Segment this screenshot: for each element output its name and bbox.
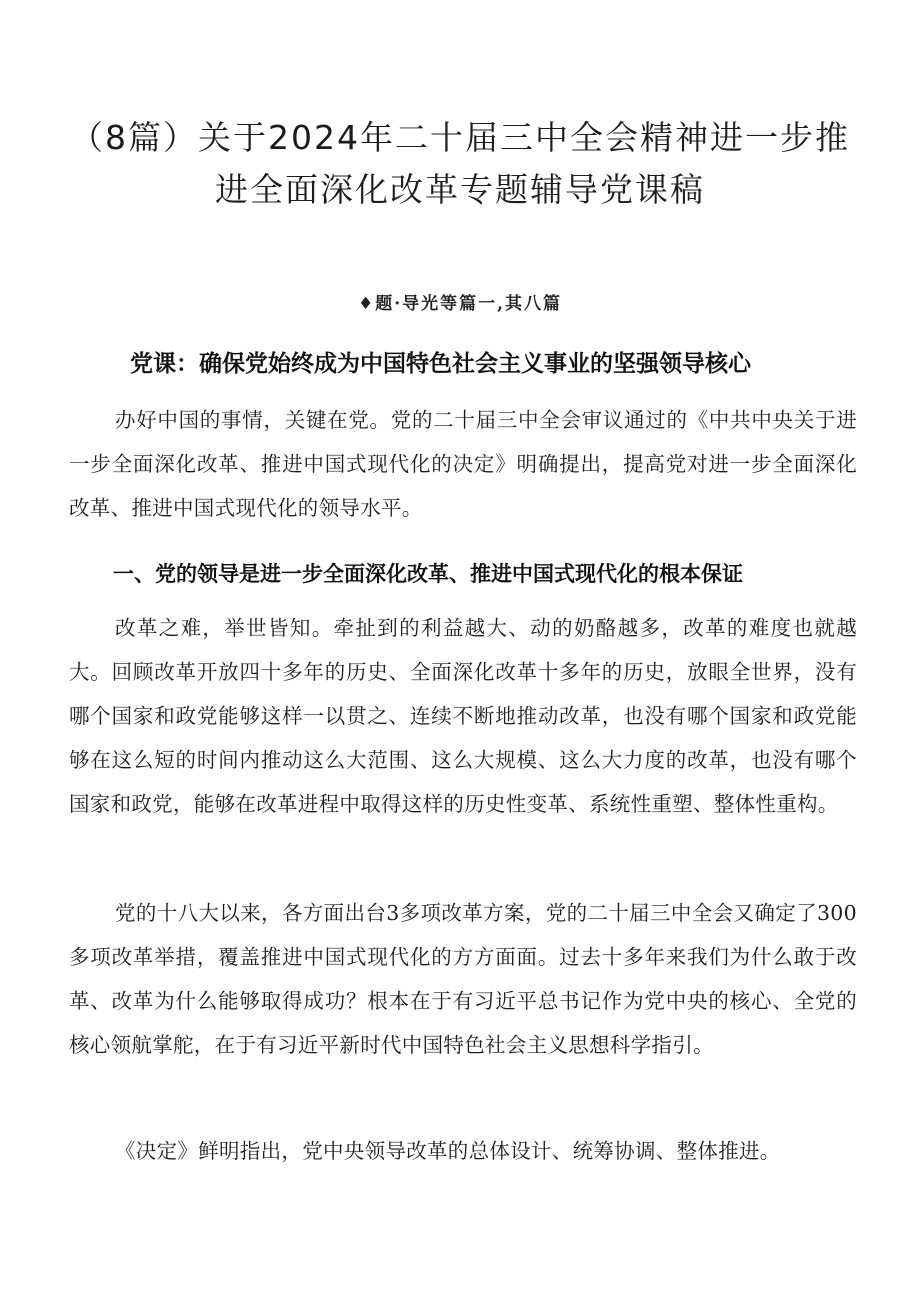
section-heading-1: 一、党的领导是进一步全面深化改革、推进中国式现代化的根本保证 bbox=[113, 562, 743, 586]
paragraph-decision: 《决定》鲜明指出，党中央领导改革的总体设计、统筹协调、整体推进。 bbox=[115, 1139, 781, 1163]
document-title-line-1: （8篇）关于2024年二十届三中全会精神进一步推 bbox=[70, 118, 850, 157]
lesson-heading: 党课：确保党始终成为中国特色社会主义事业的坚强领导核心 bbox=[130, 351, 751, 377]
paragraph-reform-measures: 党的十八大以来，各方面出台3多项改革方案，党的二十届三中全会又确定了300多项改革举措，覆盖推进中国式现代化的方方面面。过去十多年来我们为什么敢于改革、改革为什么能够取得成功？根本在于有习近平总书记作为党中央的核心、全党的核心领航掌舵，在于有习近平新时代中国特色社会主义思想科学指引。 bbox=[69, 901, 857, 1057]
series-note: ♦题·导光等篇一,其八篇 bbox=[357, 294, 563, 314]
paragraph-intro: 办好中国的事情，关键在党。党的二十届三中全会审议通过的《中共中央关于进一步全面深化改革、推进中国式现代化的决定》明确提出，提高党对进一步全面深化改革、推进中国式现代化的领导水平。 bbox=[69, 408, 857, 520]
document-title bbox=[60, 112, 860, 216]
paragraph-reform-difficulty: 改革之难，举世皆知。牵扯到的利益越大、动的奶酪越多，改革的难度也就越大。回顾改革开放四十多年的历史、全面深化改革十多年的历史，放眼全世界，没有哪个国家和政党能够这样一以贯之、连续不断地推动改革，也没有哪个国家和政党能够在这么短的时间内推动这么大范围、这么大规模、这么大力度的改革，也没有哪个国家和政党，能够在改革进程中取得这样的历史性变革、系统性重塑、整体性重构。 bbox=[69, 616, 857, 816]
document-title-line-2: 进全面深化改革专题辅导党课稿 bbox=[215, 170, 705, 209]
